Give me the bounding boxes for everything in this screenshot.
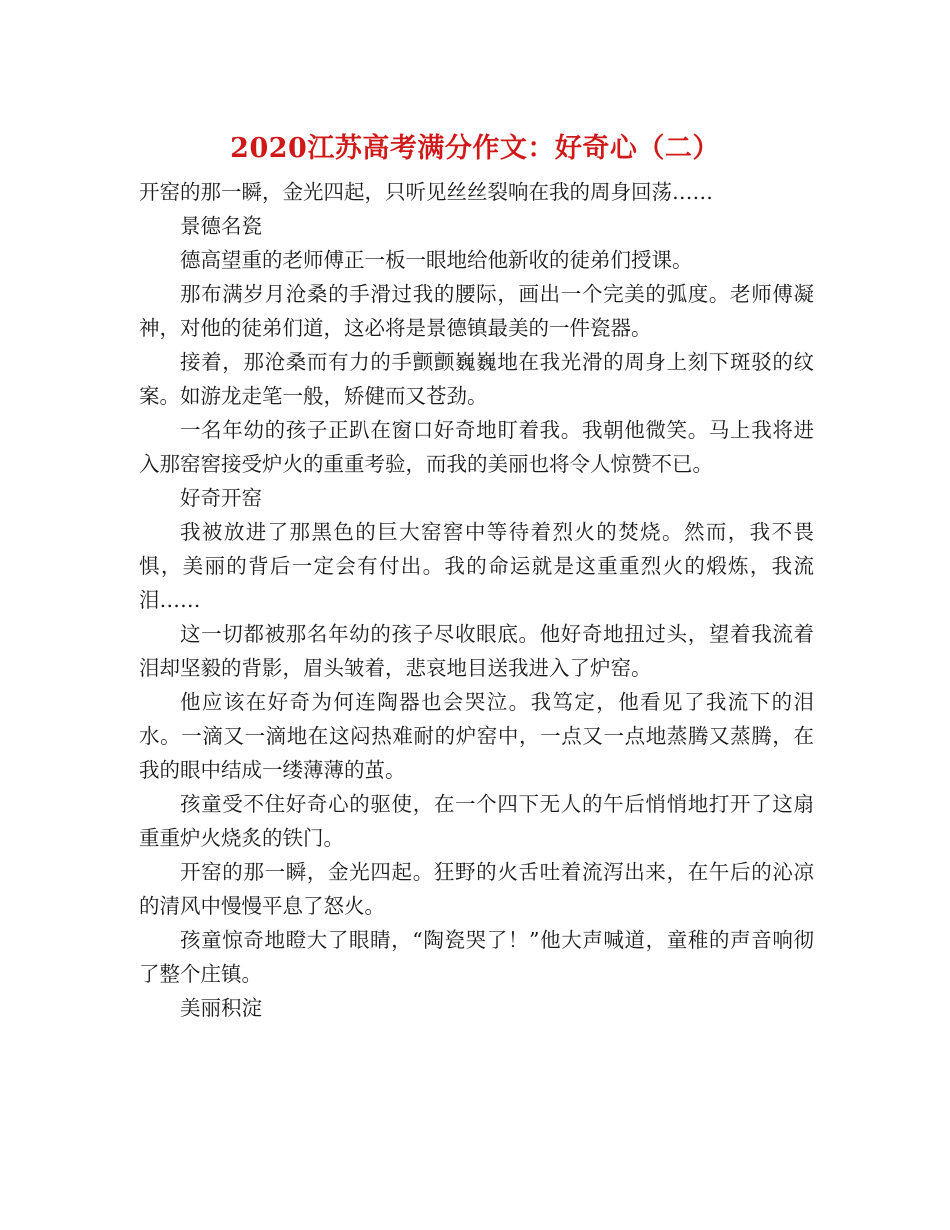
- paragraph: 孩童受不住好奇心的驱使，在一个四下无人的午后悄悄地打开了这扇重重炉火烧炙的铁门。: [139, 792, 814, 850]
- document-body: [139, 175, 814, 1025]
- paragraph: 一名年幼的孩子正趴在窗口好奇地盯着我。我朝他微笑。马上我将进入那窑窖接受炉火的重重考验，而我的美丽也将令人惊赞不已。: [139, 418, 814, 476]
- paragraph-opening: 开窑的那一瞬，金光四起，只听见丝丝裂响在我的周身回荡……: [139, 180, 713, 204]
- section-heading-jingde-porcelain: 景德名瓷: [180, 214, 262, 238]
- paragraph: 这一切都被那名年幼的孩子尽收眼底。他好奇地扭过头，望着我流着泪却坚毅的背影，眉头皱着，悲哀地目送我进入了炉窑。: [139, 622, 814, 680]
- paragraph: 开窑的那一瞬，金光四起。狂野的火舌吐着流泻出来，在午后的沁凉的清风中慢慢平息了怒火。: [139, 860, 814, 918]
- section-heading-curious-kiln: 好奇开窑: [180, 486, 262, 510]
- paragraph: 他应该在好奇为何连陶器也会哭泣。我笃定，他看见了我流下的泪水。一滴又一滴地在这闷热难耐的炉窑中，一点又一点地蒸腾又蒸腾，在我的眼中结成一缕薄薄的茧。: [139, 690, 814, 782]
- paragraph: 接着，那沧桑而有力的手颤颤巍巍地在我光滑的周身上刻下斑驳的纹案。如游龙走笔一般，矫健而又苍劲。: [139, 350, 814, 408]
- document-title: 2020江苏高考满分作文：好奇心（二）: [230, 133, 720, 164]
- paragraph: 孩童惊奇地瞪大了眼睛，“陶瓷哭了！”他大声喊道，童稚的声音响彻了整个庄镇。: [139, 928, 814, 986]
- paragraph: 那布满岁月沧桑的手滑过我的腰际，画出一个完美的弧度。老师傅凝神，对他的徒弟们道，这必将是景德镇最美的一件瓷器。: [139, 282, 814, 340]
- section-heading-beauty-accumulated: 美丽积淀: [180, 996, 262, 1020]
- paragraph: 德高望重的老师傅正一板一眼地给他新收的徒弟们授课。: [180, 248, 693, 272]
- paragraph: 我被放进了那黑色的巨大窑窖中等待着烈火的焚烧。然而，我不畏惧，美丽的背后一定会有付出。我的命运就是这重重烈火的煅炼，我流泪……: [139, 520, 814, 612]
